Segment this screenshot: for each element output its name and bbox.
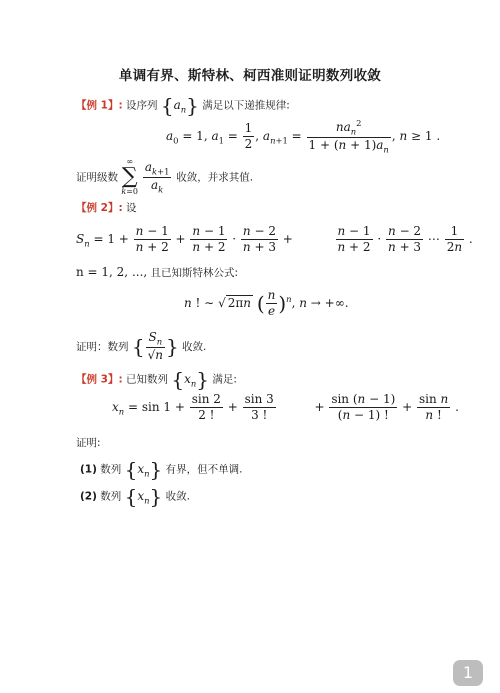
page-number-badge[interactable]: 1: [453, 660, 483, 686]
item-2-suffix: 收敛.: [165, 490, 190, 503]
example-1-prove-prefix: 证明级数: [76, 171, 118, 184]
example-2-tag: 【例 2】:: [76, 202, 123, 214]
stirling-formula: n ! ∼ √ 2πn ( $\frac{n}{e}$ )$^n$, n → +∞.: [184, 288, 349, 318]
example-1-prove: [76, 158, 253, 196]
example-2-prove-prefix: 证明：数列: [76, 340, 129, 353]
example-1-header: [76, 95, 290, 115]
sn-over-sqrt-n: { $\frac{S_n}{√n}$ }: [131, 330, 179, 362]
xn-formula: $x_n = \sin 1$ + $\frac{\sin 2}{2 !}$ + $\frac{\sin 3}{3 !}$ + $\frac{\sin (n - 1)}{(n - 1) !}$ + $\frac{\text{sin n}}{n !}$ .: [112, 392, 459, 422]
example-3-tag: 【例 3】:: [76, 373, 123, 386]
sequence-xn: $\{x_n\}$: [171, 367, 210, 391]
example-1-prove-suffix: 收敛，并求其值.: [176, 171, 254, 184]
example-3-intro: 已知数列: [126, 373, 169, 386]
example-3-header: [76, 369, 237, 389]
n-range: n = 1, 2, ...,: [76, 265, 148, 279]
stirling-text: 且已知斯特林公式:: [150, 267, 239, 279]
proof-item-1: [80, 459, 242, 479]
example-2-header: [76, 200, 137, 215]
proof-label: 证明:: [76, 437, 101, 449]
item-2-prefix: 数列: [100, 490, 122, 503]
item-1-number: (1): [80, 463, 97, 476]
example-2-intro: 设: [126, 202, 137, 214]
proof-item-2: [80, 486, 190, 506]
item-2-sequence-xn: $\{x_n\}$: [124, 484, 163, 508]
sequence-an: $\{a_n\}$: [160, 93, 199, 117]
item-2-number: (2): [80, 490, 97, 503]
item-1-sequence-xn: $\{x_n\}$: [124, 457, 163, 481]
example-2-prove-suffix: 收敛.: [182, 340, 207, 353]
example-2-prove: [76, 330, 206, 363]
sn-formula: $S_n = 1$ + $\frac{n - 1}{n + 2}$ + $\frac{n - 1}{n + 2}$ · $\frac{n - 2}{n + 3}$ + $\frac{n - 1}{n + 2}$ · $\frac{n - 2}{n + 3}$ ⋯ $\frac{1}{2n}$ .: [76, 224, 473, 254]
item-1-suffix: 有界，但不单调.: [165, 463, 243, 476]
series-sum: ∞ ∑ k=0 $\frac{a_{k+1}}{a_k}$: [121, 157, 170, 196]
example-1-intro: 设序列: [126, 99, 158, 112]
example-1-condition: 满足以下递推规律:: [202, 99, 290, 112]
recurrence-formula: $a_0 = 1$, $a_1$ = $\frac{1}{2}$ , $a_{n+1}$ = $\frac{na_n^2}{1 + (n + 1)a_n}$ , n ≥ 1 .: [166, 118, 441, 155]
example-1-tag: 【例 1】:: [76, 99, 123, 112]
item-1-prefix: 数列: [100, 463, 122, 476]
page-title: 单调有界、斯特林、柯西准则证明数列收敛: [118, 68, 382, 84]
example-3-condition: 满足:: [212, 373, 237, 386]
example-2-range: [76, 265, 238, 280]
